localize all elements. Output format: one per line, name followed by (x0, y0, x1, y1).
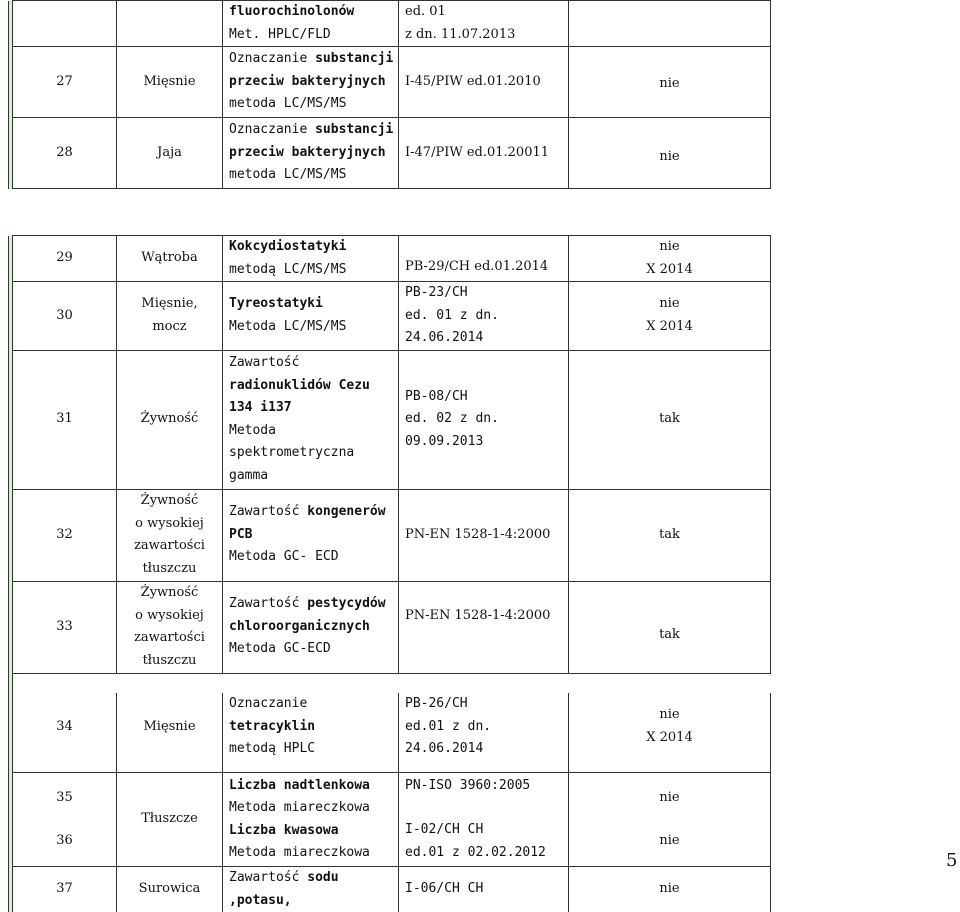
table-row (9, 773, 771, 867)
document-cell: I-47/PIW ed.01.20011 (399, 118, 569, 189)
product-cell: Surowica (117, 867, 223, 912)
table-row (9, 282, 771, 351)
row-number: 30 (13, 282, 117, 351)
method-cell: fluorochinolonów Met. HPLC/FLD (223, 1, 399, 47)
accredited-cell: nie X 2014 (569, 282, 771, 351)
document-cell: I-06/CH CH (399, 867, 569, 912)
table-row (9, 350, 771, 489)
product-cell (117, 1, 223, 47)
method-cell: Tyreostatyki Metoda LC/MS/MS (223, 282, 399, 351)
document-cell: PN-EN 1528-1-4:2000 (399, 581, 569, 673)
accredited-cell: nie X 2014 (569, 693, 771, 761)
table-row (9, 47, 771, 118)
row-number: 31 (13, 350, 117, 489)
table-row (9, 1, 771, 47)
accredited-cell: tak (569, 350, 771, 489)
product-cell: Mięsnie, mocz (117, 282, 223, 351)
table-row (9, 236, 771, 282)
method-cell: Kokcydiostatyki metodą LC/MS/MS (223, 236, 399, 282)
product-cell: Mięsnie (117, 693, 223, 761)
product-cell: Wątroba (117, 236, 223, 282)
row-number: 35 36 (13, 773, 117, 867)
method-cell: Liczba nadtlenkowa Metoda miareczkowa Liczba kwasowa Metoda miareczkowa (223, 773, 399, 867)
row-number: 34 (13, 693, 117, 761)
row-number: 33 (13, 581, 117, 673)
results-table-bottom (8, 235, 771, 912)
method-cell: Oznaczanie substancji przeciw bakteryjnych metoda LC/MS/MS (223, 47, 399, 118)
accredited-cell: nie X 2014 (569, 236, 771, 282)
table-row (9, 693, 771, 761)
accredited-cell: nie (569, 47, 771, 118)
method-cell: Zawartość radionuklidów Cezu 134 i137 Metoda spektrometryczna gamma (223, 350, 399, 489)
product-cell: Żywność o wysokiej zawartości tłuszczu (117, 581, 223, 673)
method-cell: Oznaczanie tetracyklin metodą HPLC (223, 693, 399, 761)
table-row (9, 118, 771, 189)
spacer-row (9, 761, 771, 773)
product-cell: Żywność (117, 350, 223, 489)
accredited-cell: nie (569, 867, 771, 912)
document-cell: ed. 01 z dn. 11.07.2013 (399, 1, 569, 47)
spacer-row (9, 673, 771, 693)
product-cell: Jaja (117, 118, 223, 189)
row-number: 37 (13, 867, 117, 912)
results-table-top (8, 0, 771, 189)
accredited-cell: nie (569, 118, 771, 189)
accredited-cell: tak (569, 581, 771, 673)
row-number: 28 (13, 118, 117, 189)
row-number: 29 (13, 236, 117, 282)
row-number: 27 (13, 47, 117, 118)
table-row (9, 867, 771, 912)
row-number (13, 1, 117, 47)
document-cell: I-45/PIW ed.01.2010 (399, 47, 569, 118)
document-cell: PB-29/CH ed.01.2014 (399, 236, 569, 282)
table-row (9, 581, 771, 673)
accredited-cell: tak (569, 489, 771, 581)
document-cell: PB-26/CH ed.01 z dn. 24.06.2014 (399, 693, 569, 761)
document-cell: PN-EN 1528-1-4:2000 (399, 489, 569, 581)
document-cell: PB-23/CH ed. 01 z dn. 24.06.2014 (399, 282, 569, 351)
method-cell: Zawartość kongenerów PCB Metoda GC- ECD (223, 489, 399, 581)
method-cell: Zawartość pestycydów chloroorganicznych Metoda GC-ECD (223, 581, 399, 673)
method-cell: Oznaczanie substancji przeciw bakteryjnych metoda LC/MS/MS (223, 118, 399, 189)
page-number: 5 (946, 850, 957, 871)
accredited-cell (569, 1, 771, 47)
table-row (9, 489, 771, 581)
product-cell: Tłuszcze (117, 773, 223, 867)
product-cell: Żywność o wysokiej zawartości tłuszczu (117, 489, 223, 581)
document-cell: PN-ISO 3960:2005 I-02/CH CH ed.01 z 02.02.2012 (399, 773, 569, 867)
product-cell: Mięsnie (117, 47, 223, 118)
accredited-cell: nie nie (569, 773, 771, 867)
document-cell: PB-08/CH ed. 02 z dn. 09.09.2013 (399, 350, 569, 489)
method-cell: Zawartość sodu ,potasu, (223, 867, 399, 912)
row-number: 32 (13, 489, 117, 581)
